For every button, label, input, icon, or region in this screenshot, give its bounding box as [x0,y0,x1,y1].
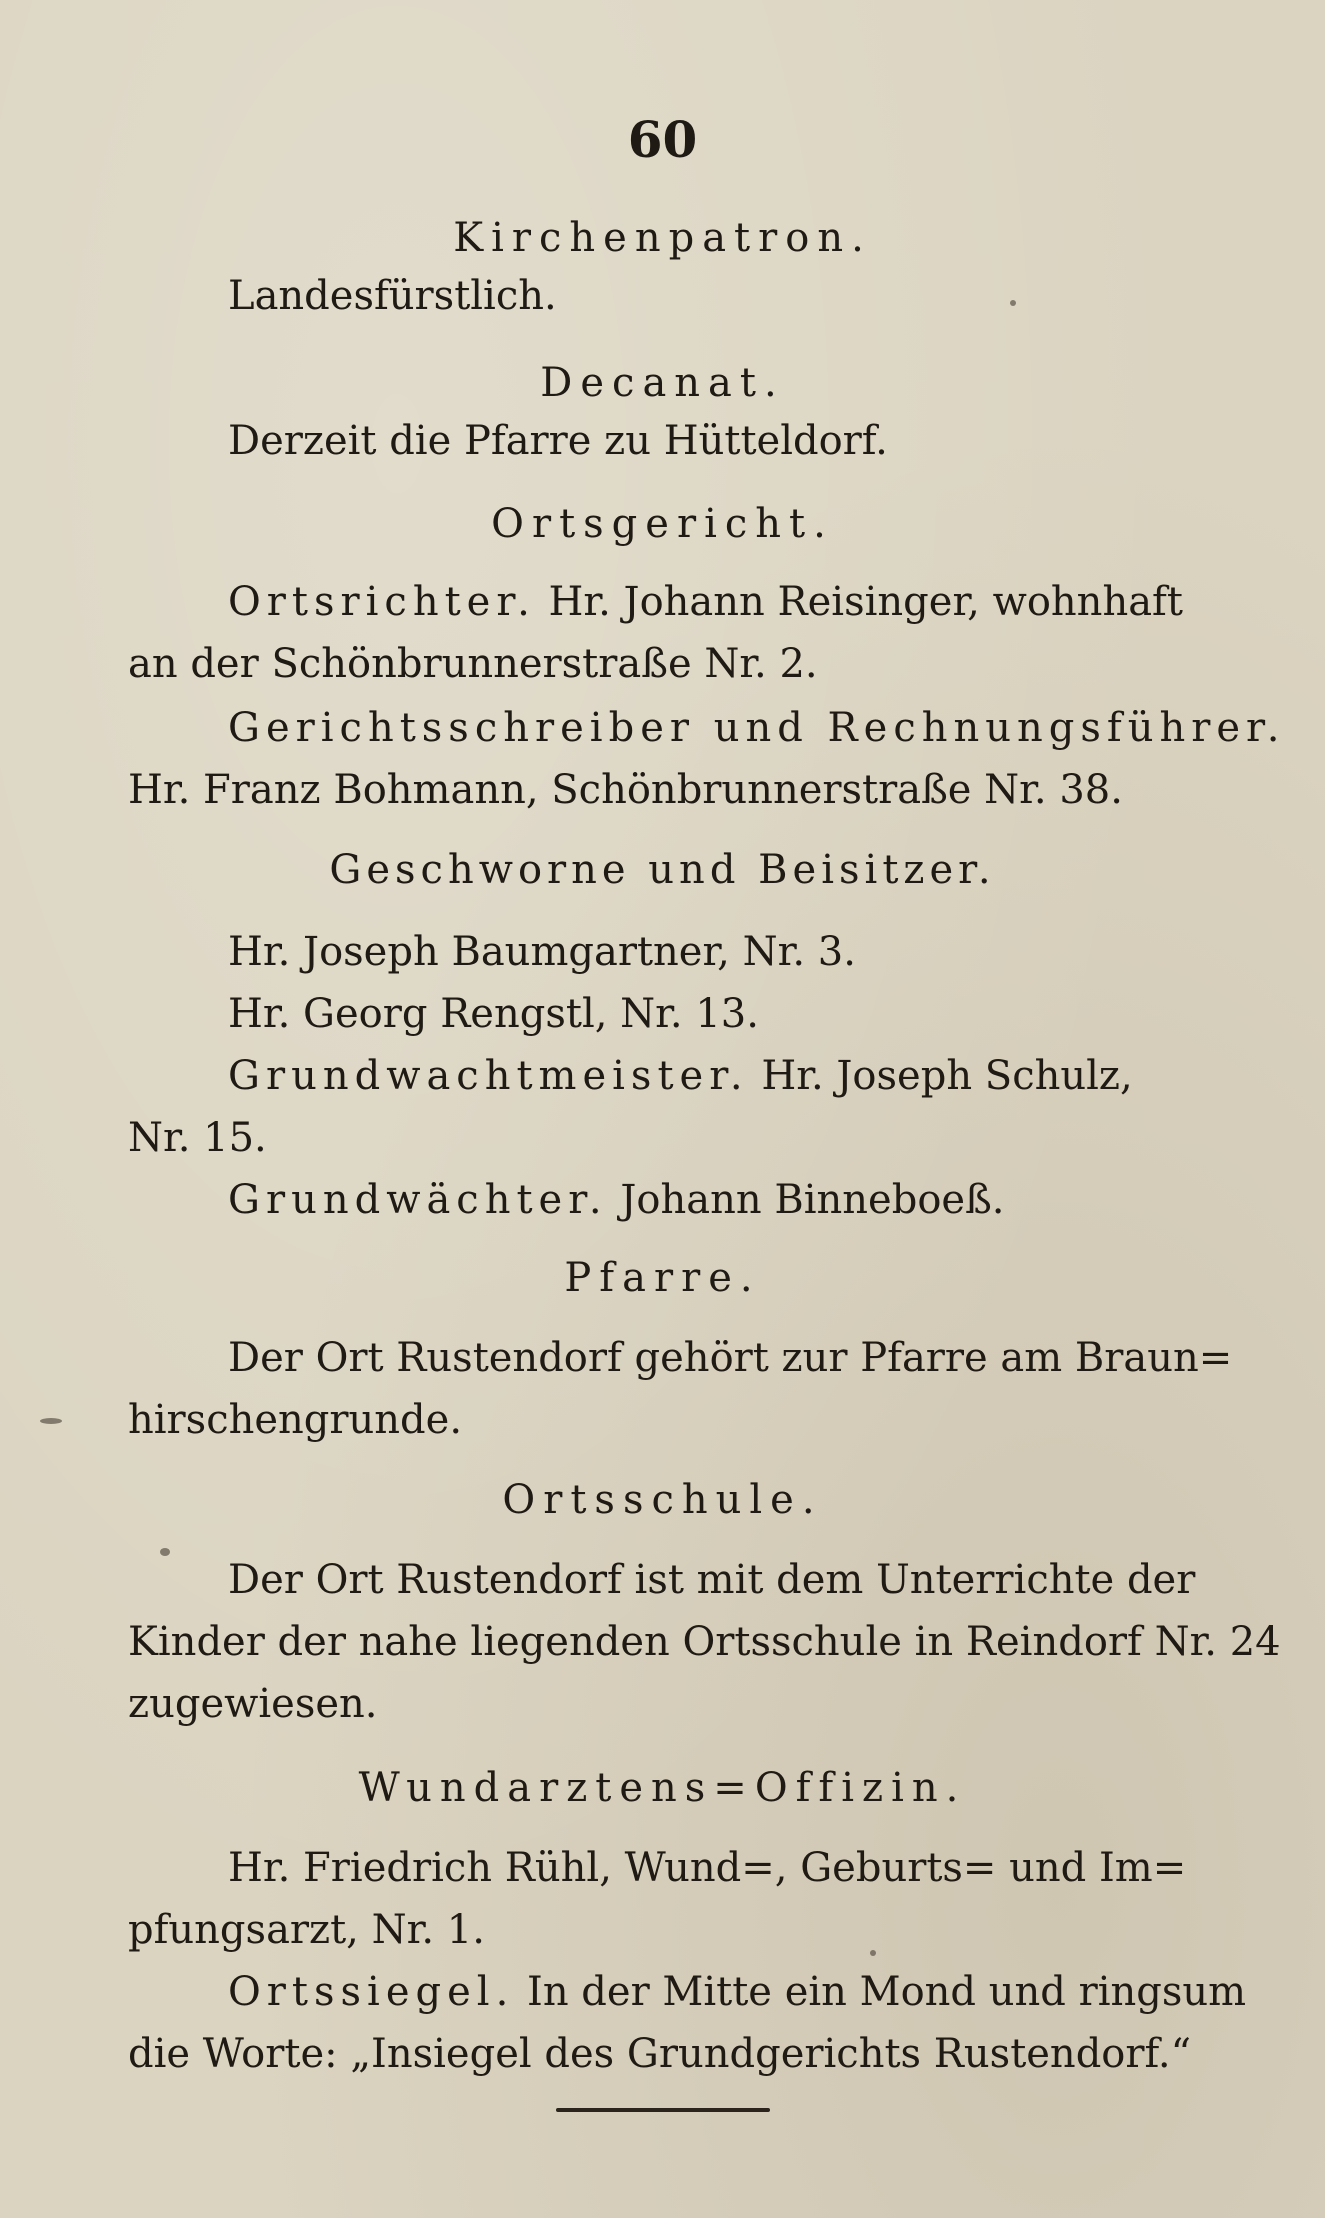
ortsrichter-text: Hr. Johann Reisinger, wohnhaft [548,579,1183,625]
heading-wundarzt: Wundarztens=Offizin. [358,1765,967,1811]
heading-ortsgericht: Ortsgericht. [491,501,834,547]
ortsschule-line-1: Der Ort Rustendorf ist mit dem Unterrichte der [228,1557,1196,1603]
paper-speck [1010,300,1016,306]
heading-ortsschule: Ortsschule. [502,1477,823,1523]
grundwaechter-label: Grundwächter. [228,1177,608,1223]
ortssiegel-line-1 [228,1964,1246,2020]
ortsrichter-label: Ortsrichter. [228,579,536,625]
ortsschule-line-2: Kinder der nahe liegenden Ortsschule in Reindorf Nr. 24 [128,1619,1281,1665]
paper-speck [870,1950,876,1956]
ortssiegel-line-2: die Worte: „Insiegel des Grundgerichts Rustendorf.“ [128,2031,1192,2077]
geschworne-member-1: Hr. Joseph Baumgartner, Nr. 3. [228,929,856,975]
grundwachtmeister-text: Hr. Joseph Schulz, [761,1053,1133,1099]
paper-speck [160,1548,170,1556]
grundwachtmeister-line-1 [228,1048,1133,1104]
text-decanat: Derzeit die Pfarre zu Hütteldorf. [228,418,888,464]
wundarzt-line-1: Hr. Friedrich Rühl, Wund=, Geburts= und Im= [228,1845,1187,1891]
ortssiegel-text: In der Mitte ein Mond und ringsum [527,1969,1247,2015]
closing-rule [556,2108,770,2112]
pfarre-line-1: Der Ort Rustendorf gehört zur Pfarre am Braun= [228,1335,1233,1381]
gerichtsschreiber-line-1: Gerichtsschreiber und Rechnungsführer. [228,705,1286,751]
grundwaechter-line [228,1172,1005,1228]
text-kirchenpatron: Landesfürstlich. [228,273,557,319]
geschworne-member-2: Hr. Georg Rengstl, Nr. 13. [228,991,759,1037]
heading-geschworne: Geschworne und Beisitzer. [329,847,996,893]
heading-kirchenpatron: Kirchenpatron. [453,215,872,261]
ortsrichter-line-1 [228,574,1183,630]
ortsschule-line-3: zugewiesen. [128,1681,378,1727]
wundarzt-line-2: pfungsarzt, Nr. 1. [128,1907,485,1953]
grundwachtmeister-label: Grundwachtmeister. [228,1053,749,1099]
gerichtsschreiber-line-2: Hr. Franz Bohmann, Schönbrunnerstraße Nr. 38. [128,767,1123,813]
ortsrichter-line-2: an der Schönbrunnerstraße Nr. 2. [128,641,818,687]
pfarre-line-2: hirschengrunde. [128,1397,463,1443]
heading-decanat: Decanat. [540,360,785,406]
heading-pfarre: Pfarre. [564,1255,761,1301]
page-number: 60 [627,110,698,169]
ortssiegel-label: Ortssiegel. [228,1969,515,2015]
paper-speck [40,1418,62,1424]
grundwachtmeister-line-2: Nr. 15. [128,1115,267,1161]
grundwaechter-text: Johann Binneboeß. [620,1177,1005,1223]
